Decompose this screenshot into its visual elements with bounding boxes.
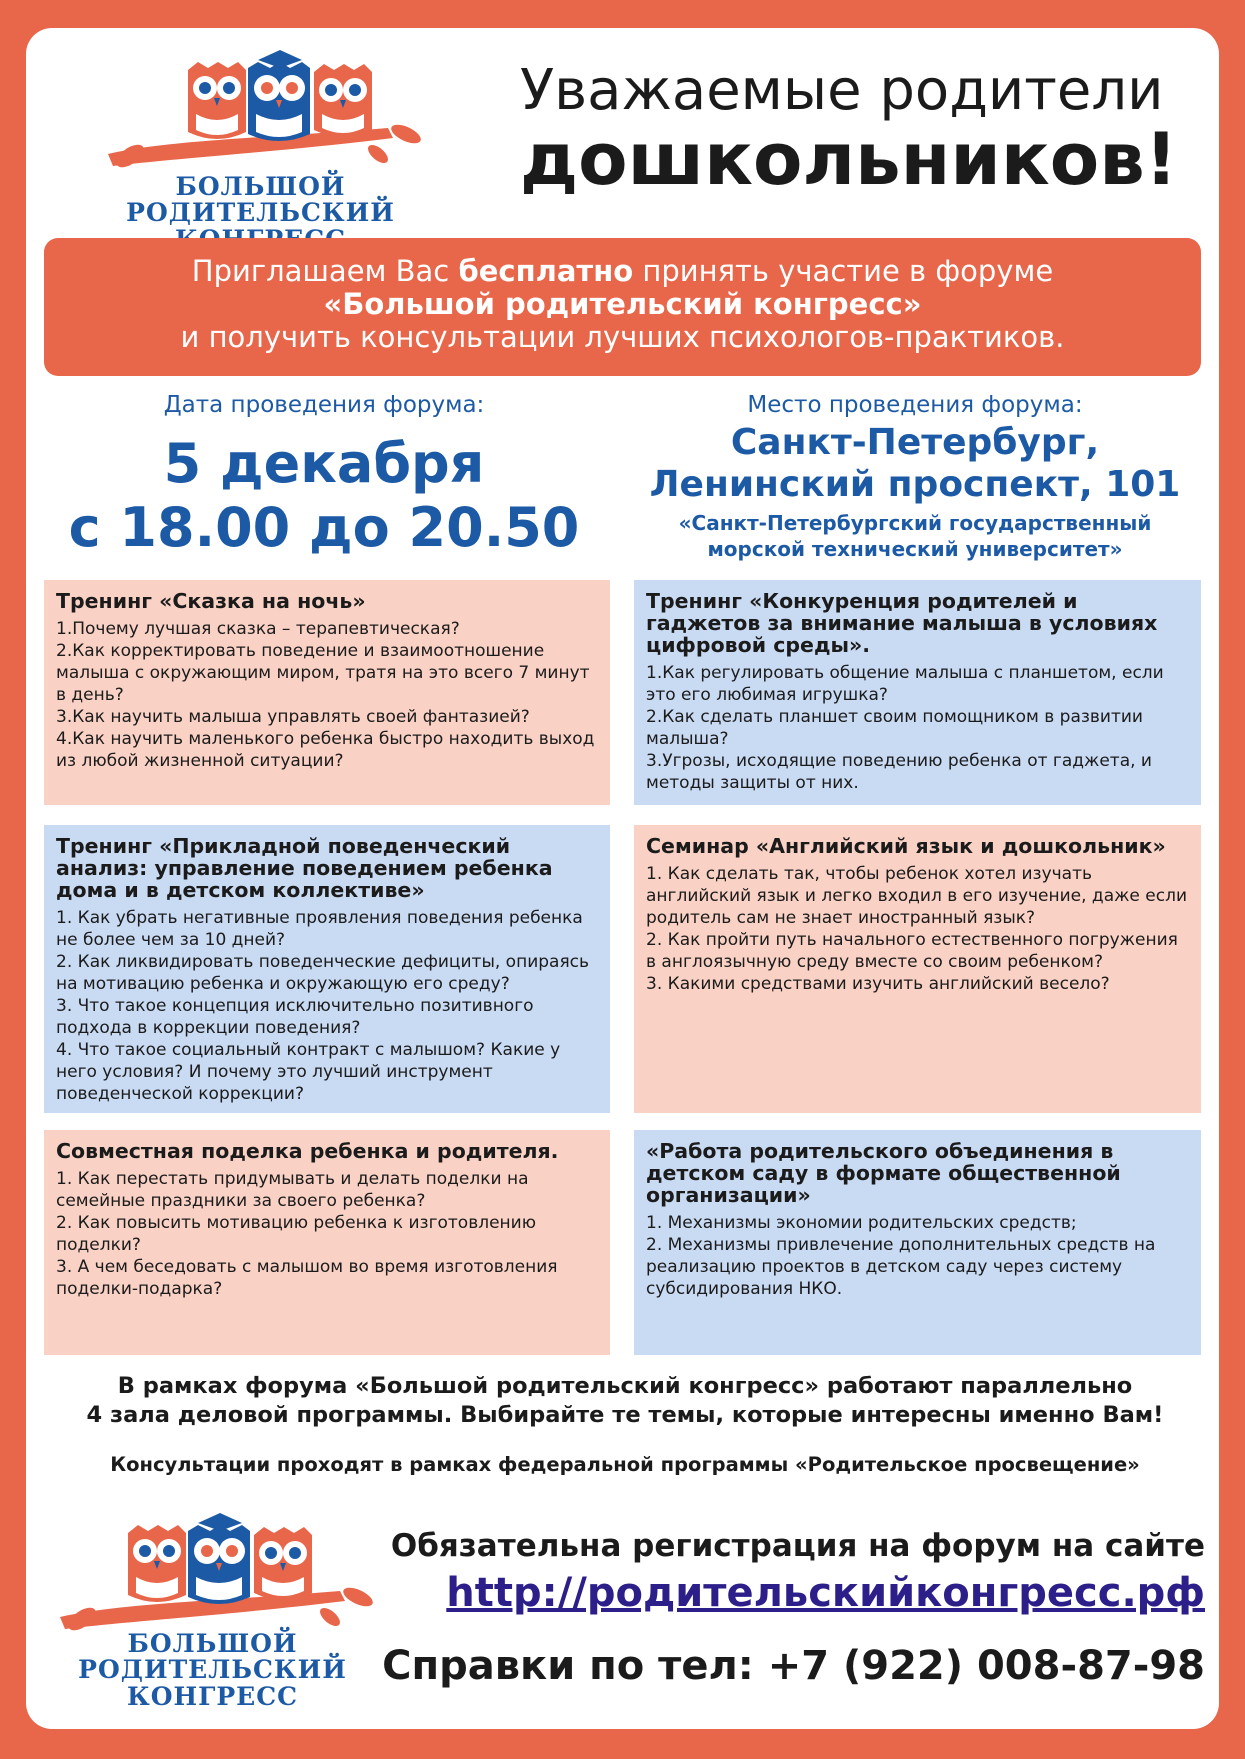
card-title: «Работа родительского объединения в детском саду в формате общественной организации» (646, 1139, 1121, 1207)
place-org-line-2: морской технический университет» (707, 537, 1123, 561)
card-item: 4. Что такое социальный контракт с малышом? Какие у него условия? И почему это лучший инструмент поведенческой коррекции? (56, 1040, 561, 1104)
logo-line-1: БОЛЬШОЙ (175, 172, 346, 201)
card-item: 3. Что такое концепция исключительно позитивного подхода в коррекции поведения? (56, 996, 534, 1038)
owls-on-branch-icon (40, 1505, 385, 1635)
card-title: Совместная поделка ребенка и родителя. (56, 1139, 559, 1163)
parallel-note-line-1: В рамках форума «Большой родительский конгресс» работают параллельно (117, 1373, 1133, 1399)
card-item: 2.Как корректировать поведение и взаимоотношение малыша с окружающим миром, тратя на это всего 7 минут в день? (56, 641, 590, 705)
banner-line-2: «Большой родительский конгресс» (323, 287, 922, 321)
banner-line-1 (44, 255, 1201, 288)
logo-line-2: РОДИТЕЛЬСКИЙ (78, 1655, 347, 1685)
card-title: Тренинг «Конкуренция родителей и гаджетов за внимание малыша в условиях цифровой среды». (646, 589, 1158, 657)
congress-logo-bottom (40, 1505, 385, 1711)
card-item: 2. Как повысить мотивацию ребенка к изготовлению поделки? (56, 1213, 537, 1255)
card-item: 1.Как регулировать общение малыша с планшетом, если это его любимая игрушка? (646, 663, 1164, 705)
place-address: Ленинский проспект, 101 (649, 464, 1181, 505)
date-day: 5 декабря (163, 432, 485, 495)
logo-line-1: БОЛЬШОЙ (127, 1629, 298, 1658)
logo-text (40, 1631, 385, 1710)
phone-info: Справки по тел: +7 (922) 008-87-98 (382, 1643, 1205, 1689)
date-time: с 18.00 до 20.50 (68, 496, 580, 559)
headline-line-2: дошкольников! (520, 117, 1178, 201)
invitation-banner (44, 238, 1201, 376)
card-behavior-analysis (44, 825, 610, 1113)
card-title: Тренинг «Сказка на ночь» (56, 589, 366, 613)
card-item: 3. А чем беседовать с малышом во время изготовления поделки-подарка? (56, 1257, 558, 1299)
card-item: 3.Как научить малыша управлять своей фантазией? (56, 707, 530, 727)
banner-bold: бесплатно (458, 254, 634, 288)
card-english (634, 825, 1201, 1113)
card-crafts (44, 1130, 610, 1355)
banner-post: принять участие в форуме (633, 254, 1054, 288)
banner-pre: Приглашаем Вас (191, 254, 459, 288)
registration-text: Обязательна регистрация на форум на сайте (390, 1528, 1205, 1564)
card-fairy-tale (44, 580, 610, 805)
card-item: 2. Как пройти путь начального естественного погружения в англоязычную среду вместе со своим ребенком? (646, 930, 1178, 972)
place-org-line-1: «Санкт-Петербургский государственный (678, 511, 1152, 535)
card-title: Семинар «Английский язык и дошкольник» (646, 834, 1166, 858)
congress-logo-top (88, 42, 433, 232)
card-item: 1. Как перестать придумывать и делать поделки на семейные праздники за своего ребенка? (56, 1169, 529, 1211)
logo-line-3: КОНГРЕСС (126, 1681, 299, 1711)
card-item: 1. Механизмы экономии родительских средств; (646, 1213, 1077, 1233)
headline-line-1: Уважаемые родители (520, 58, 1164, 123)
card-gadgets (634, 580, 1201, 805)
card-parent-association (634, 1130, 1201, 1355)
card-item: 2. Как ликвидировать поведенческие дефициты, опираясь на мотивацию ребенка и окружающую его среду? (56, 952, 590, 994)
forum-date (44, 392, 604, 560)
card-item: 1. Как сделать так, чтобы ребенок хотел изучать английский язык и легко входил в его изучение, даже если родитель сам не знает иностранный язык? (646, 864, 1188, 928)
card-item: 2.Как сделать планшет своим помощником в развитии малыша? (646, 707, 1143, 749)
card-item: 1.Почему лучшая сказка – терапевтическая? (56, 619, 460, 639)
card-item: 3. Какими средствами изучить английский весело? (646, 974, 1110, 994)
card-item: 2. Механизмы привлечение дополнительных средств на реализацию проектов в детском саду через систему субсидирования НКО. (646, 1235, 1156, 1299)
federal-program-note: Консультации проходят в рамках федеральной программы «Родительское просвещение» (110, 1453, 1140, 1476)
owls-on-branch-icon (88, 42, 433, 172)
place-city: Санкт-Петербург, (730, 422, 1100, 463)
date-label: Дата проведения форума: (163, 392, 485, 418)
card-item: 4.Как научить маленького ребенка быстро находить выход из любой жизненной ситуации? (56, 729, 595, 771)
card-item: 1. Как убрать негативные проявления поведения ребенка не более чем за 10 дней? (56, 908, 583, 950)
registration-link[interactable]: http://родительскийконгресс.рф (446, 1570, 1205, 1616)
logo-line-2: РОДИТЕЛЬСКИЙ (126, 198, 395, 228)
page-title (520, 58, 1178, 201)
card-item: 3.Угрозы, исходящие поведению ребенка от гаджета, и методы защиты от них. (646, 751, 1152, 793)
parallel-note-line-2: 4 зала деловой программы. Выбирайте те темы, которые интересны именно Вам! (86, 1402, 1164, 1428)
parallel-halls-note (30, 1372, 1220, 1430)
banner-line-3: и получить консультации лучших психологов-практиков. (180, 320, 1065, 354)
place-label: Место проведения форума: (747, 392, 1083, 418)
card-title: Тренинг «Прикладной поведенческий анализ: управление поведением ребенка дома и в детском коллективе» (56, 834, 553, 902)
forum-place (630, 392, 1200, 562)
